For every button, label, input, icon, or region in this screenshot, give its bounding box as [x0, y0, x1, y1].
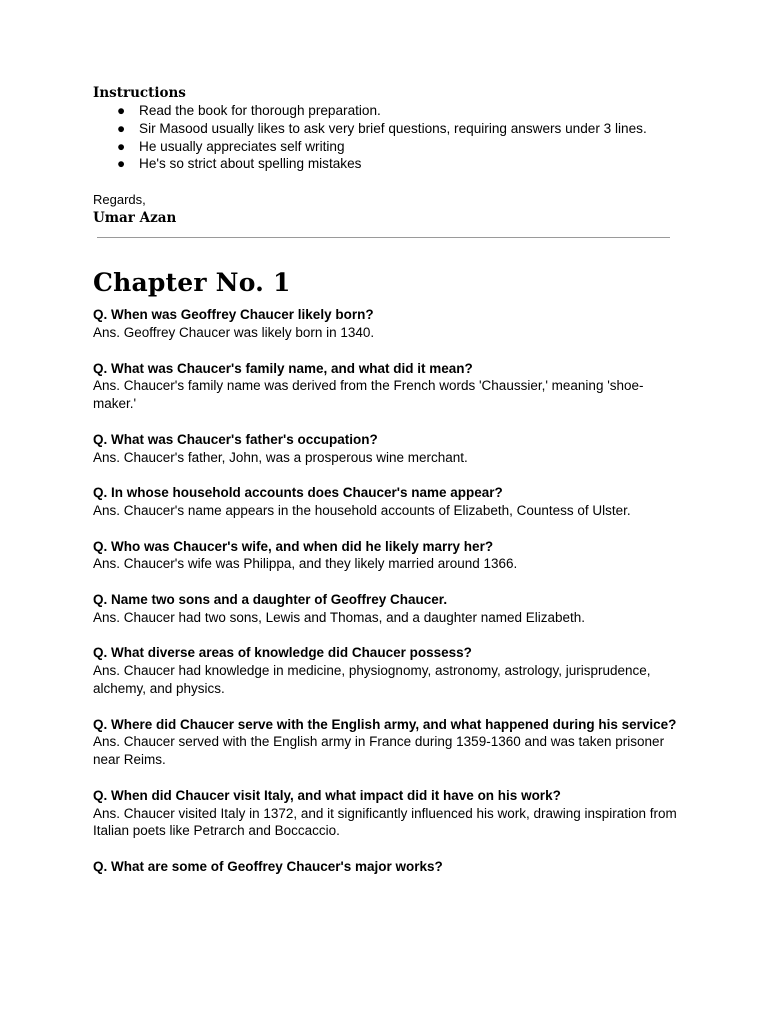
- question-text: Q. When did Chaucer visit Italy, and what impact did it have on his work?: [93, 787, 561, 803]
- horizontal-divider: [97, 237, 670, 238]
- list-item: ● He's so strict about spelling mistakes: [117, 156, 362, 172]
- list-item: ● He usually appreciates self writing: [117, 138, 345, 154]
- signature-name: Umar Azan: [93, 210, 177, 227]
- qa-item: [93, 360, 683, 413]
- qa-item: [93, 858, 683, 876]
- qa-item: [93, 644, 683, 697]
- answer-text: Ans. Chaucer had knowledge in medicine, physiognomy, astronomy, astrology, jurisprudence, alchemy, and physics.: [93, 663, 651, 696]
- instructions-heading: Instructions: [93, 85, 186, 101]
- question-text: Q. When was Geoffrey Chaucer likely born?: [93, 307, 374, 323]
- answer-text: Ans. Chaucer's wife was Philippa, and they likely married around 1366.: [93, 556, 518, 572]
- list-item: ● Sir Masood usually likes to ask very brief questions, requiring answers under 3 lines.: [117, 120, 647, 136]
- answer-text: Ans. Geoffrey Chaucer was likely born in 1340.: [93, 324, 375, 340]
- question-text: Q. In whose household accounts does Chaucer's name appear?: [93, 485, 503, 501]
- document-page: [93, 84, 683, 893]
- bullet-icon: ●: [117, 103, 126, 118]
- bullet-icon: ●: [117, 156, 126, 172]
- question-text: Q. What are some of Geoffrey Chaucer's major works?: [93, 858, 443, 874]
- answer-text: Ans. Chaucer's father, John, was a prosperous wine merchant.: [93, 449, 468, 465]
- qa-item: [93, 431, 683, 467]
- qa-item: [93, 538, 683, 574]
- question-text: Q. What was Chaucer's father's occupation?: [93, 431, 378, 447]
- answer-text: Ans. Chaucer had two sons, Lewis and Thomas, and a daughter named Elizabeth.: [93, 609, 586, 625]
- answer-text: Ans. Chaucer's name appears in the household accounts of Elizabeth, Countess of Ulster.: [93, 502, 631, 518]
- answer-text: Ans. Chaucer served with the English army in France during 1359-1360 and was taken prisoner near Reims.: [93, 734, 665, 768]
- question-text: Q. Where did Chaucer serve with the English army, and what happened during his service?: [93, 716, 677, 732]
- bullet-icon: ●: [117, 138, 126, 154]
- qa-item: [93, 716, 683, 769]
- chapter-title: Chapter No. 1: [93, 268, 291, 298]
- qa-item: [93, 484, 683, 520]
- qa-item: [93, 787, 683, 840]
- qa-item: [93, 591, 683, 627]
- answer-text: Ans. Chaucer's family name was derived from the French words 'Chaussier,' meaning 'shoe-maker.': [93, 378, 644, 412]
- bullet-icon: ●: [117, 120, 126, 136]
- question-text: Q. Who was Chaucer's wife, and when did he likely marry her?: [93, 538, 494, 554]
- question-text: Q. What diverse areas of knowledge did Chaucer possess?: [93, 645, 472, 661]
- question-text: Q. Name two sons and a daughter of Geoffrey Chaucer.: [93, 591, 448, 607]
- list-item: ● Read the book for thorough preparation.: [117, 103, 381, 118]
- question-text: Q. What was Chaucer's family name, and what did it mean?: [93, 360, 473, 376]
- qa-item: [93, 306, 683, 342]
- regards-text: Regards,: [93, 192, 146, 208]
- answer-text: Ans. Chaucer visited Italy in 1372, and it significantly influenced his work, drawing inspiration from Italian poets like Petrarch and Boccaccio.: [93, 805, 677, 839]
- instructions-list: [93, 102, 683, 173]
